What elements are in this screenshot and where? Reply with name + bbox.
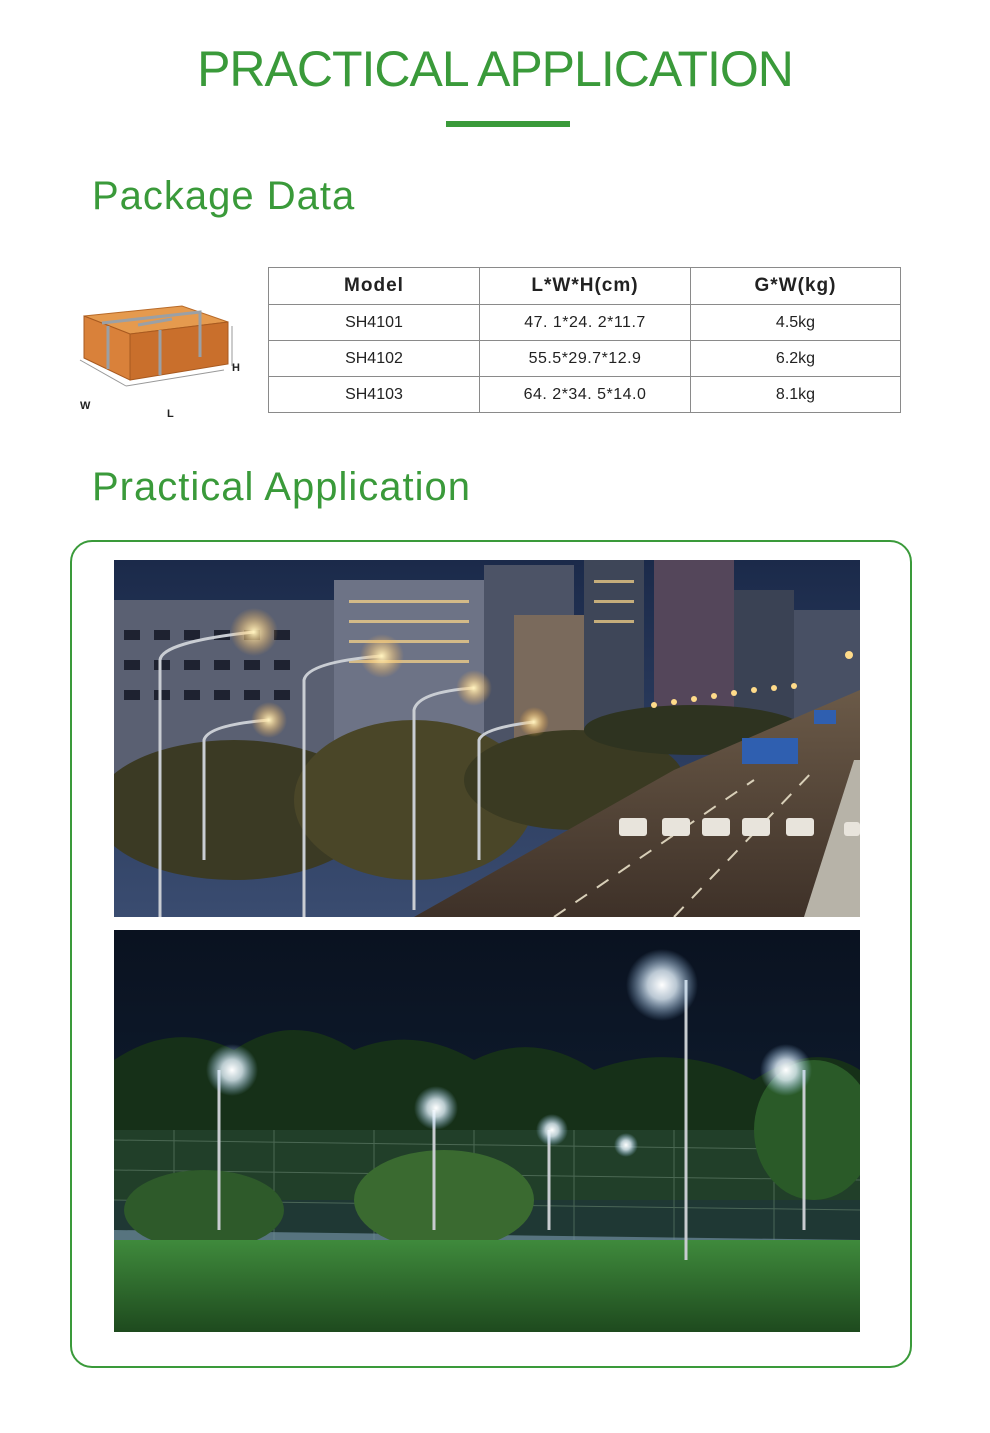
cell-model: SH4103 (269, 377, 480, 413)
dimension-label-w: W (80, 400, 91, 412)
cell-weight: 6.2kg (691, 341, 901, 377)
practical-application-heading: Practical Application (92, 465, 471, 509)
cell-model: SH4101 (269, 305, 480, 341)
street-lighting-photo (114, 560, 860, 917)
cell-weight: 4.5kg (691, 305, 901, 341)
package-box-illustration (72, 286, 252, 426)
column-header-model: Model (269, 268, 480, 305)
court-lighting-photo (114, 930, 860, 1332)
table-row (269, 341, 901, 377)
dimension-label-l: L (167, 408, 174, 420)
cell-dimensions: 55.5*29.7*12.9 (480, 341, 691, 377)
dimension-label-h: H (232, 362, 240, 374)
cell-dimensions: 64. 2*34. 5*14.0 (480, 377, 691, 413)
main-title: PRACTICAL APPLICATION (197, 41, 793, 97)
package-data-heading: Package Data (92, 174, 356, 218)
column-header-weight: G*W(kg) (691, 268, 901, 305)
column-header-dimensions: L*W*H(cm) (480, 268, 691, 305)
cell-weight: 8.1kg (691, 377, 901, 413)
package-data-table (268, 267, 901, 413)
table-row (269, 377, 901, 413)
table-row (269, 305, 901, 341)
table-header-row (269, 268, 901, 305)
cell-model: SH4102 (269, 341, 480, 377)
title-underline (446, 121, 570, 127)
cell-dimensions: 47. 1*24. 2*11.7 (480, 305, 691, 341)
